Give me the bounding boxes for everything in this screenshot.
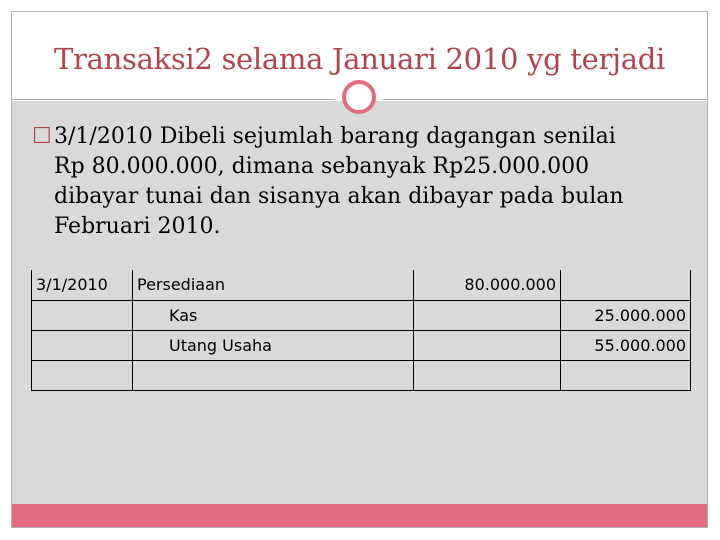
bullet-line-1 — [32, 122, 692, 152]
table-row — [32, 270, 691, 300]
debit-cell — [414, 330, 561, 360]
bullet-line-3: dibayar tunai dan sisanya akan dibayar pada bulan — [54, 184, 624, 209]
credit-cell — [561, 360, 691, 390]
debit-cell: 80.000.000 — [414, 270, 561, 300]
account-cell: Utang Usaha — [133, 330, 414, 360]
bullet-text-1: 3/1/2010 Dibeli sejumlah barang dagangan senilai — [54, 124, 616, 149]
table-row — [32, 330, 691, 360]
slide-title: Transaksi2 selama Januari 2010 yg terjadi — [54, 42, 665, 76]
credit-cell: 25.000.000 — [561, 300, 691, 330]
credit-cell — [561, 270, 691, 300]
decorative-circle-icon — [342, 80, 376, 114]
table-row — [32, 360, 691, 390]
bullet-paragraph — [32, 122, 692, 242]
date-cell: 3/1/2010 — [32, 270, 133, 300]
date-cell — [32, 360, 133, 390]
bullet-line-2: Rp 80.000.000, dimana sebanyak Rp25.000.000 — [54, 154, 590, 179]
credit-cell: 55.000.000 — [561, 330, 691, 360]
table-row — [32, 300, 691, 330]
date-cell — [32, 300, 133, 330]
bullet-box-icon: ☐ — [32, 124, 52, 149]
bullet-line-4: Februari 2010. — [54, 214, 221, 239]
debit-cell — [414, 300, 561, 330]
date-cell — [32, 330, 133, 360]
account-cell — [133, 360, 414, 390]
bottom-accent-bar — [12, 504, 707, 527]
journal-table — [31, 270, 691, 391]
account-cell: Kas — [133, 300, 414, 330]
debit-cell — [414, 360, 561, 390]
account-cell: Persediaan — [133, 270, 414, 300]
